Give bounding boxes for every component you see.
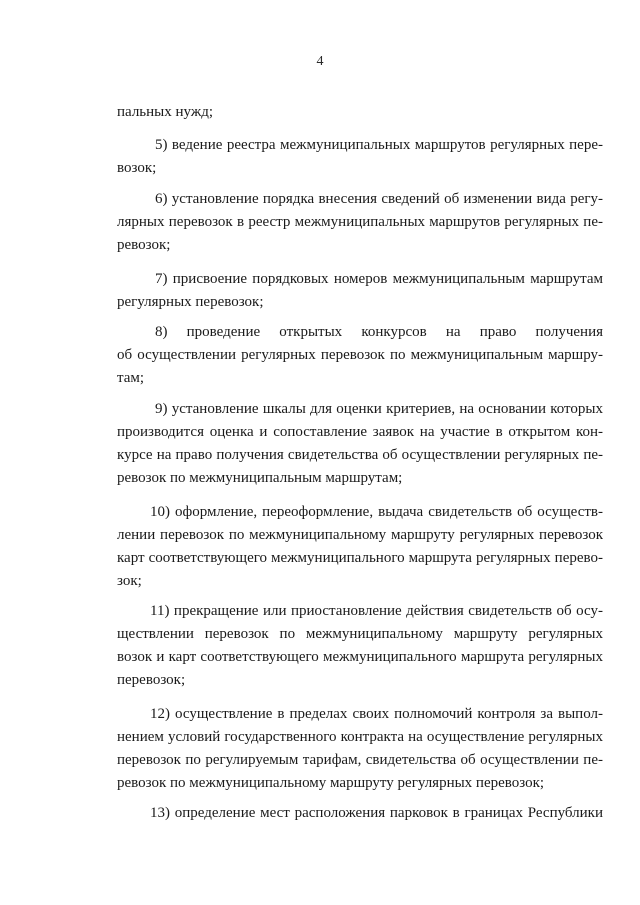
text-line: лении перевозок по межмуниципальному маршруту регулярных перевозок [117, 527, 603, 543]
text-line: производится оценка и сопоставление заявок на участие в открытом кон- [117, 424, 603, 440]
text-line: там; [117, 370, 145, 386]
text-line: 7) присвоение порядковых номеров межмуниципальным маршрутам [155, 271, 603, 287]
text-line: 11) прекращение или приостановление действия свидетельств об осу- [150, 603, 603, 619]
text-line: пальных нужд; [117, 104, 213, 120]
text-line: ревозок; [117, 237, 171, 253]
text-line: курсе на право получения свидетельства об осуществлении регулярных пе- [117, 447, 603, 463]
text-line: нением условий государственного контракта на осуществление регулярных [117, 729, 603, 745]
text-line: 12) осуществление в пределах своих полномочий контроля за выпол- [150, 706, 603, 722]
text-line: регулярных перевозок; [117, 294, 264, 310]
text-line: перевозок; [117, 672, 186, 688]
text-line: перевозок по регулируемым тарифам, свидетельства об осуществлении пе- [117, 752, 603, 768]
text-line: 10) оформление, переоформление, выдача свидетельств об осуществ- [150, 504, 603, 520]
text-line: 5) ведение реестра межмуниципальных маршрутов регулярных пере- [155, 137, 603, 153]
text-line: 9) установление шкалы для оценки критериев, на основании которых [155, 401, 603, 417]
text-line: 6) установление порядка внесения сведений об изменении вида регу- [155, 191, 603, 207]
text-line: об осуществлении регулярных перевозок по межмуниципальным маршру- [117, 347, 603, 363]
text-line: зок; [117, 573, 142, 589]
text-line: 8) проведение открытых конкурсов на право получения [155, 324, 603, 340]
text-line: ществлении перевозок по межмуниципальному маршруту регулярных [117, 626, 603, 642]
text-line: карт соответствующего межмуниципального маршрута регулярных перево- [117, 550, 603, 566]
text-line: ревозок по межмуниципальному маршруту регулярных перевозок; [117, 775, 545, 791]
text-line: лярных перевозок в реестр межмуниципальных маршрутов регулярных пе- [117, 214, 603, 230]
page-number: 4 [316, 54, 324, 69]
text-line: возок и карт соответствующего межмуниципального маршрута регулярных [117, 649, 603, 665]
text-line: ревозок по межмуниципальным маршрутам; [117, 470, 403, 486]
text-line: 13) определение мест расположения парковок в границах Республики [150, 805, 603, 821]
text-line: возок; [117, 160, 157, 176]
